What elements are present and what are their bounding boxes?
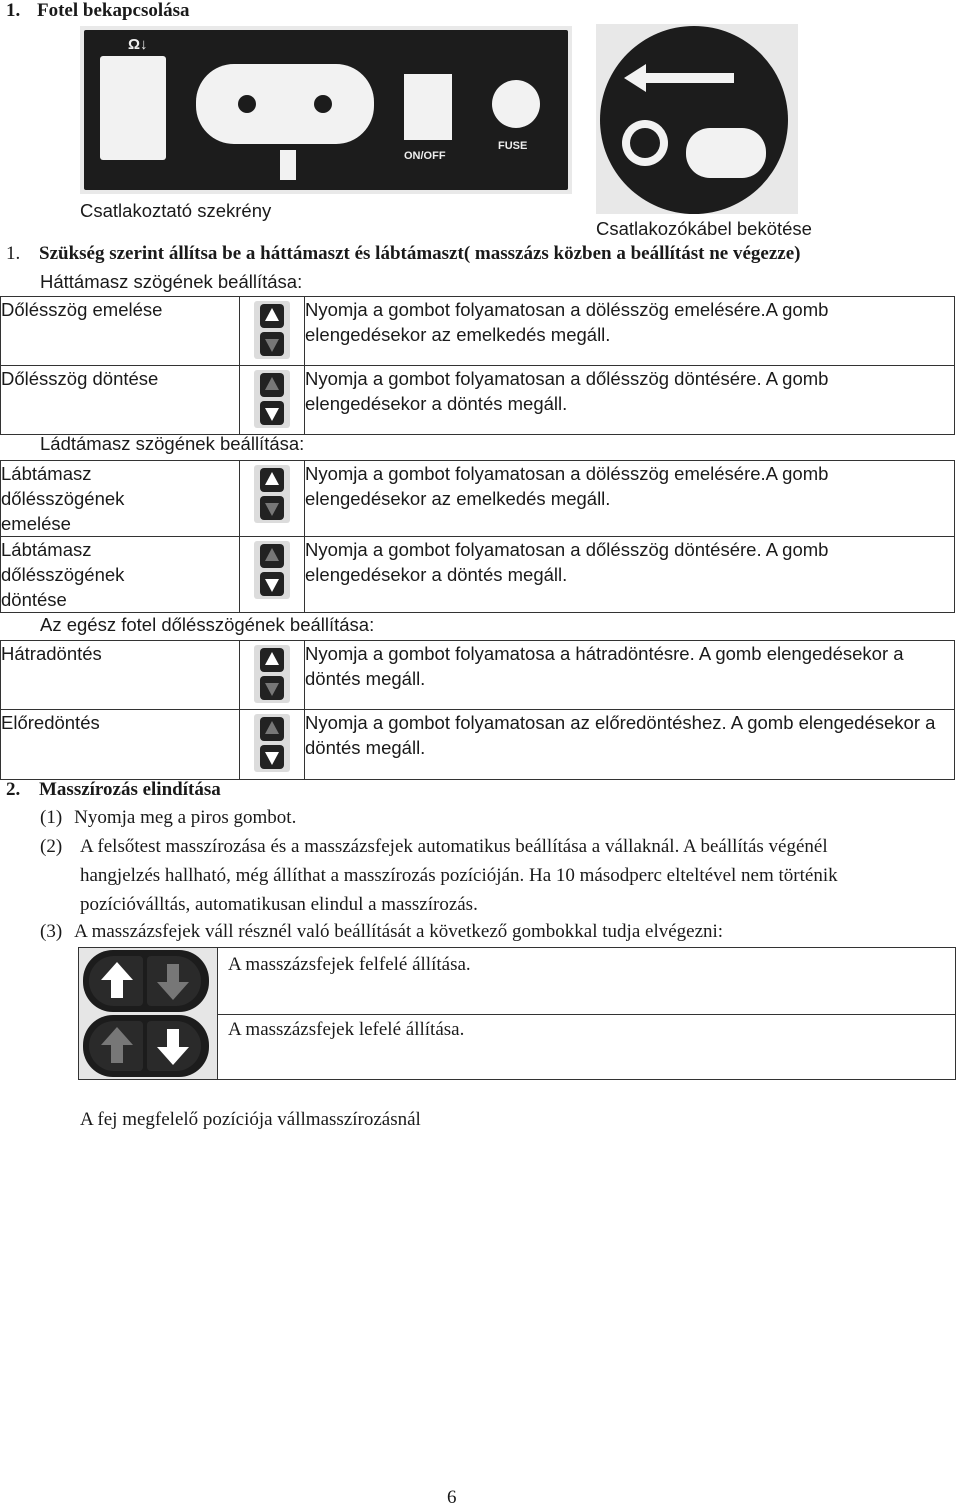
- recline-back-button[interactable]: [240, 641, 305, 710]
- onoff-switch: [404, 74, 452, 140]
- row-label: Előredöntés: [1, 710, 240, 780]
- left-arrow-icon: [624, 64, 734, 92]
- rocker-button[interactable]: [254, 301, 290, 359]
- row-desc: Nyomja a gombot folyamatosan a dölésszög emelésére.A gomb elengedésekor az emelkedés megáll.: [305, 297, 955, 366]
- step1-title: Szükség szerint állítsa be a háttámaszt és lábtámaszt( masszázs közben a beállítást ne végezze): [39, 243, 801, 264]
- table-row: [79, 948, 956, 1015]
- backrest-lower-button[interactable]: [240, 366, 305, 435]
- plug-icon: [686, 128, 766, 178]
- step1-number: 1.: [6, 243, 21, 264]
- head-position-table: [78, 947, 956, 1080]
- whole-heading: Az egész fotel dőlésszögének beállítása:: [40, 614, 375, 635]
- row-label: Lábtámasz dőlésszögének emelése: [1, 461, 240, 537]
- section2-number: 2.: [6, 779, 21, 800]
- rocker-button[interactable]: [254, 645, 290, 703]
- list-item: (3) A masszázsfejek váll résznél való beállítását a következő gombokkal tudja elvégezni:: [40, 921, 724, 942]
- row-desc: Nyomja a gombot folyamatosan az előredöntéshez. A gomb elengedésekor a döntés megáll.: [305, 710, 955, 780]
- row-desc: A masszázsfejek lefelé állítása.: [218, 1015, 956, 1080]
- row-desc: Nyomja a gombot folyamatosan a dőlésszög döntésére. A gomb elengedésekor a döntés megáll.: [305, 366, 955, 435]
- footrest-table: [0, 460, 955, 613]
- footrest-lower-button[interactable]: [240, 537, 305, 613]
- table-row: [1, 641, 955, 710]
- table-row: [1, 710, 955, 780]
- backrest-raise-button[interactable]: [240, 297, 305, 366]
- onoff-label: ON/OFF: [404, 150, 446, 162]
- backrest-table: [0, 296, 955, 435]
- rocker-button[interactable]: [254, 714, 290, 772]
- socket-icon: [622, 120, 668, 166]
- table-row: [1, 537, 955, 613]
- table-row: [1, 461, 955, 537]
- row-label: Dőlésszög emelése: [1, 297, 240, 366]
- section1-title: Fotel bekapcsolása: [37, 0, 190, 21]
- section2-title: Masszírozás elindítása: [39, 779, 221, 800]
- page-number: 6: [447, 1487, 457, 1508]
- list-item-num: (2): [40, 836, 63, 857]
- row-label: Dőlésszög döntése: [1, 366, 240, 435]
- cable-caption: Csatlakozókábel bekötése: [596, 218, 812, 239]
- section2-heading: [6, 779, 221, 801]
- panel-slot-left: [100, 56, 166, 160]
- table-row: [79, 1015, 956, 1080]
- rocker-button[interactable]: [254, 370, 290, 428]
- head-position-caption: A fej megfelelő pozíciója vállmasszírozásnál: [80, 1109, 421, 1130]
- socket-pin-right: [314, 95, 332, 113]
- section1-number: 1.: [6, 0, 21, 21]
- row-desc: Nyomja a gombot folyamatosan a dölésszög emelésére.A gomb elengedésekor az emelkedés megáll.: [305, 461, 955, 537]
- ground-symbol: [280, 150, 296, 180]
- head-down-button[interactable]: [79, 1015, 218, 1080]
- connection-panel-image: [80, 26, 572, 194]
- power-symbol: Ω↓: [128, 36, 148, 53]
- whole-table: [0, 640, 955, 780]
- backrest-heading: Háttámasz szögének beállítása:: [40, 271, 303, 292]
- step1-heading: [6, 243, 800, 265]
- section1-heading: [6, 0, 190, 22]
- rocker-button[interactable]: [254, 541, 290, 599]
- panel-caption: Csatlakoztató szekrény: [80, 200, 272, 221]
- recline-forward-button[interactable]: [240, 710, 305, 780]
- rocker-button[interactable]: [254, 465, 290, 523]
- footrest-heading: Ládtámasz szögének beállítása:: [40, 433, 305, 454]
- row-desc: A masszázsfejek felfelé állítása.: [218, 948, 956, 1015]
- row-label: Lábtámasz dőlésszögének döntése: [1, 537, 240, 613]
- cable-image: [596, 24, 798, 214]
- table-row: [1, 297, 955, 366]
- row-desc: Nyomja a gombot folyamatosa a hátradöntésre. A gomb elengedésekor a döntés megáll.: [305, 641, 955, 710]
- head-up-button[interactable]: [79, 948, 218, 1015]
- fuse-holder: [492, 80, 540, 128]
- list-item-text: A felsőtest masszírozása és a masszázsfejek automatikus beállítása a vállaknál. A beállítás végénél hangjelzés hallható, még állíthat a masszírozás pozícióján. Ha 10 másodperc elteltével nem történik pozícióválltás, automatikusan elindul a masszírozás.: [80, 836, 838, 915]
- fuse-label: FUSE: [498, 140, 528, 152]
- footrest-raise-button[interactable]: [240, 461, 305, 537]
- table-row: [1, 366, 955, 435]
- power-socket: [196, 64, 374, 144]
- row-desc: Nyomja a gombot folyamatosan a dőlésszög döntésére. A gomb elengedésekor a döntés megáll.: [305, 537, 955, 613]
- list-item: (1) Nyomja meg a piros gombot.: [40, 807, 297, 828]
- cable-circle: [600, 26, 788, 214]
- socket-pin-left: [238, 95, 256, 113]
- row-label: Hátradöntés: [1, 641, 240, 710]
